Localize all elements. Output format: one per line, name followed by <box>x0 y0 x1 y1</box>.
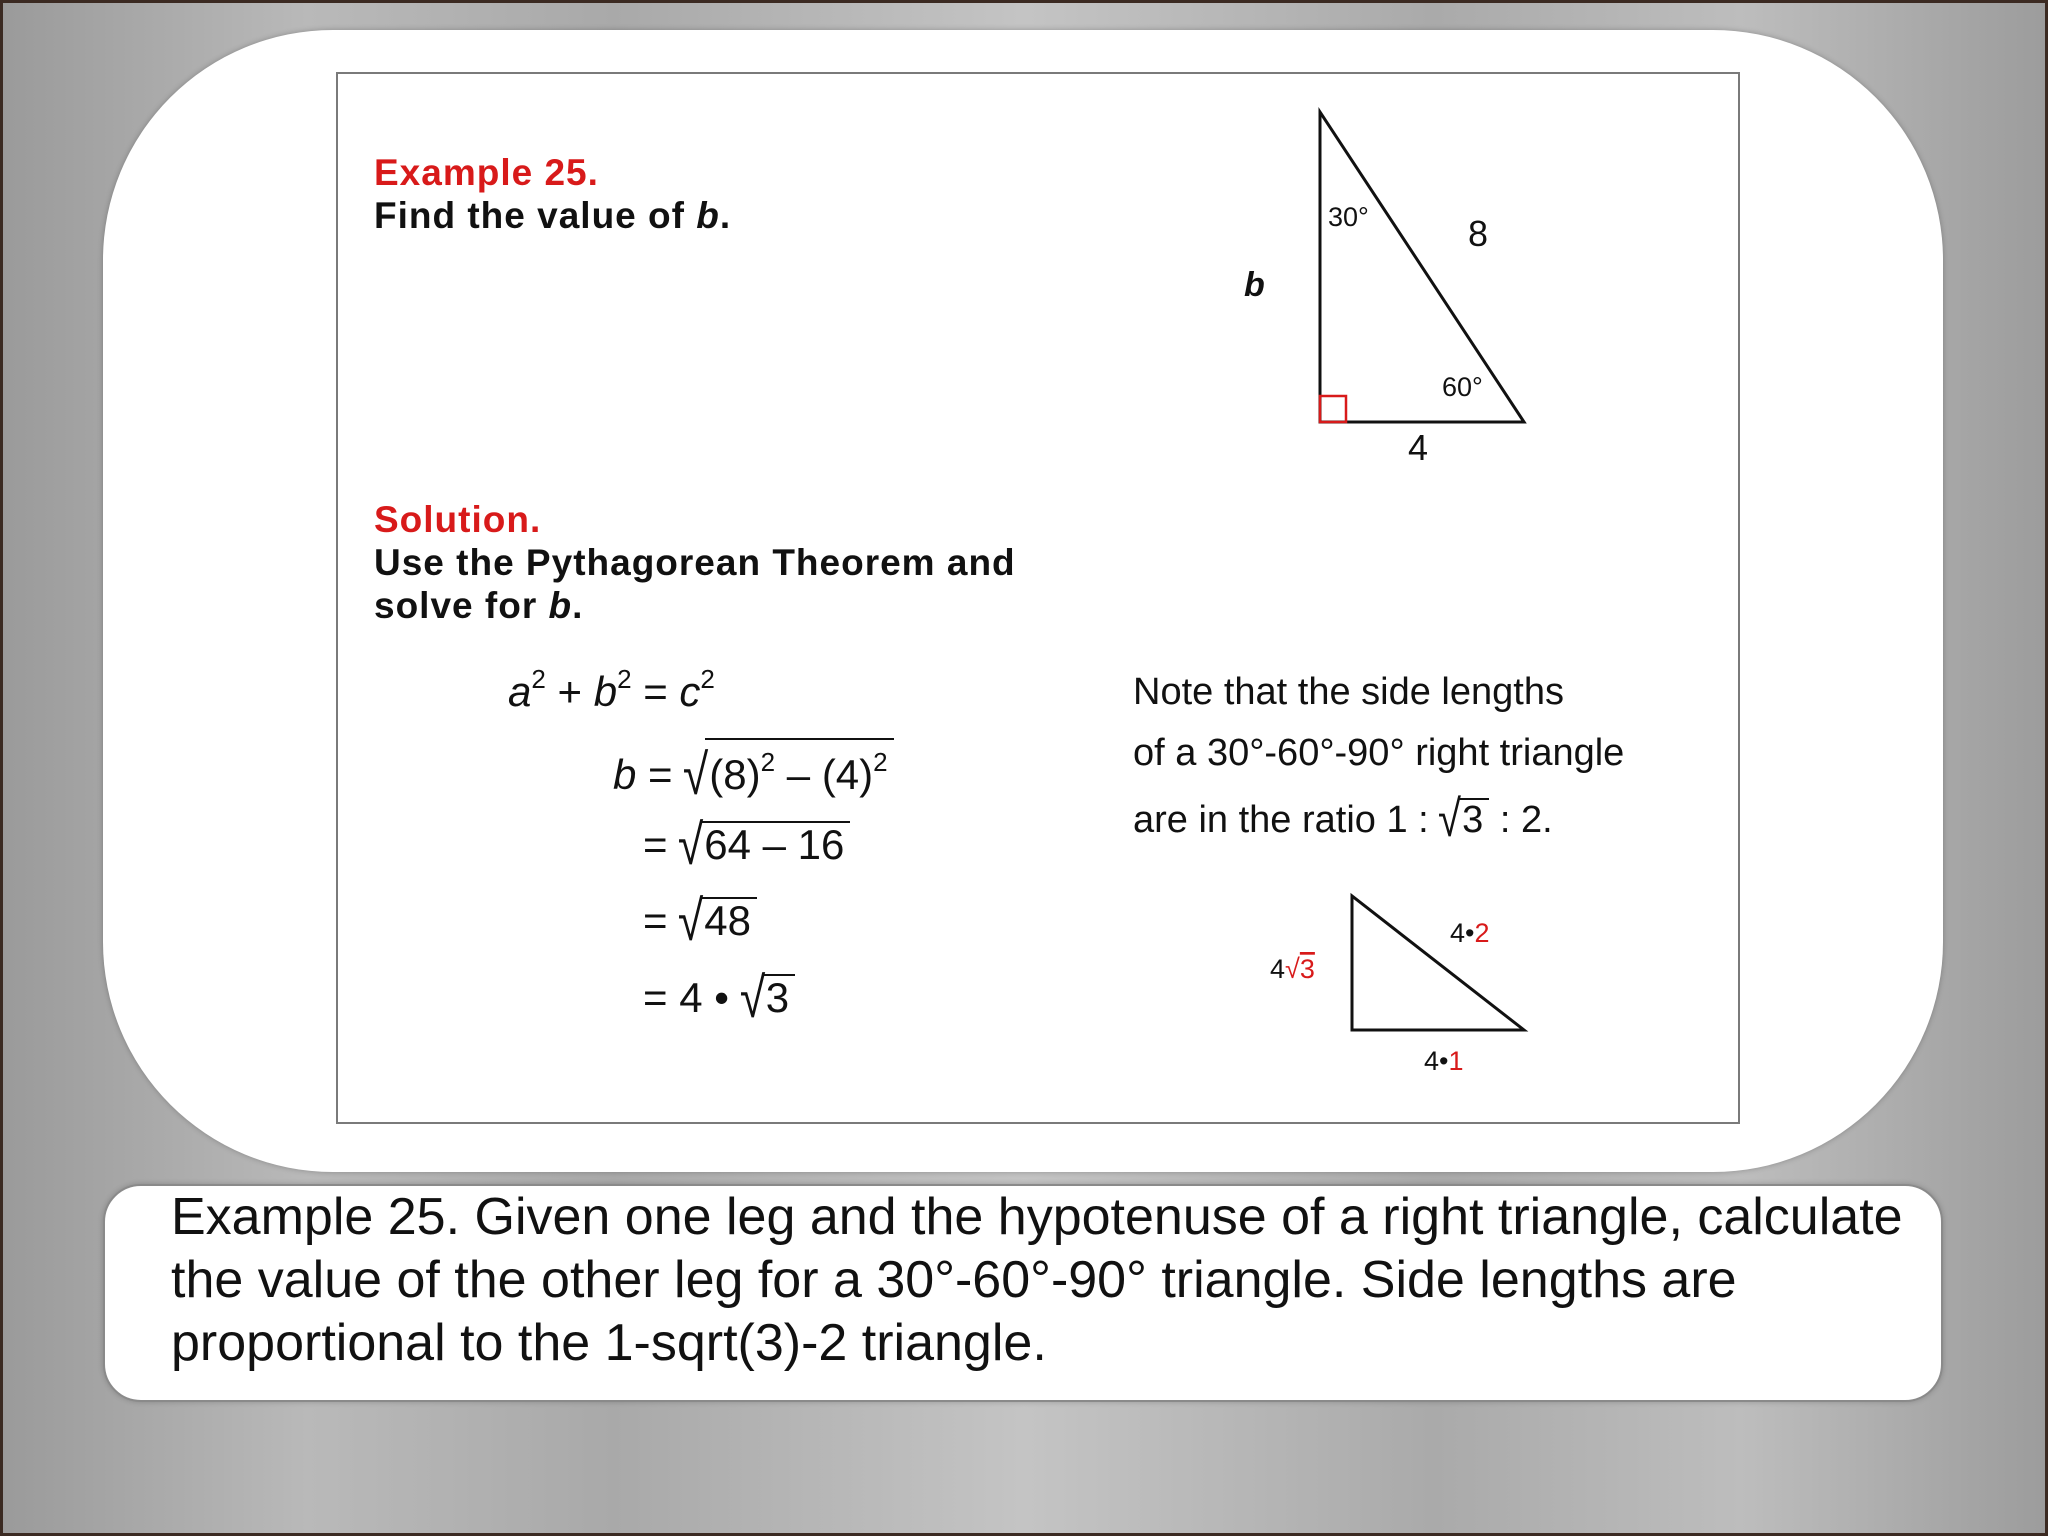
lhs-b: b <box>613 751 637 798</box>
angle-60-label: 60° <box>1442 372 1483 402</box>
coefficient: 4 <box>679 974 703 1021</box>
ratio-hyp-coef: 4• <box>1450 918 1475 948</box>
term-8: (8) <box>709 751 761 798</box>
radicand: 48 <box>700 897 757 943</box>
question-variable: b <box>696 195 720 236</box>
exp-a: 2 <box>531 664 546 694</box>
ratio-vertical-label <box>1270 954 1315 984</box>
exp-b: 2 <box>617 664 632 694</box>
ratio-triangle <box>1352 896 1524 1030</box>
ratio-base-coef: 4• <box>1424 1046 1449 1076</box>
equals-sign: = <box>643 821 668 868</box>
equals-sign: = <box>643 668 668 715</box>
note-radical: √ <box>1438 791 1462 849</box>
ratio-base-label <box>1424 1046 1464 1076</box>
radical-sign: √ <box>739 965 765 1030</box>
dot-operator: • <box>714 974 729 1021</box>
radicand: 3 <box>762 974 795 1020</box>
base-label: 4 <box>1408 427 1429 468</box>
var-a: a <box>508 668 532 715</box>
caption-text: Example 25. Given one leg and the hypotenuse of a right triangle, calculate the value of the other leg for a 30°-60°-90° triangle. Side lengths are proportional to the 1-sqrt(3)-2 triangle. <box>171 1188 1903 1372</box>
radical-sign: √ <box>678 888 704 953</box>
exp-8: 2 <box>760 747 776 777</box>
solution-line-2-suffix: . <box>572 585 584 626</box>
radical-sign: √ <box>678 812 704 877</box>
question-prefix: Find the value of <box>374 195 697 236</box>
slide <box>336 72 1740 1124</box>
solution-variable: b <box>548 585 573 626</box>
var-c: c <box>679 668 701 715</box>
equals-sign: = <box>643 897 668 944</box>
minus-sign: – <box>786 751 811 798</box>
radicand: 64 – 16 <box>700 821 850 867</box>
caption-box <box>103 1184 1943 1402</box>
question-suffix: . <box>719 195 732 236</box>
ratio-vertical-root: 3 <box>1299 954 1315 984</box>
solution-title: Solution. <box>374 499 542 540</box>
term-4: (4) <box>821 751 874 798</box>
note-line-3-prefix: are in the ratio 1 : <box>1133 799 1440 841</box>
example-title: Example 25. <box>374 152 599 193</box>
angle-30-label: 30° <box>1328 202 1369 232</box>
radical-sign: √ <box>683 742 709 807</box>
ratio-base-value: 1 <box>1448 1046 1464 1076</box>
note-line-1: Note that the side lengths <box>1133 671 1564 713</box>
right-angle-marker <box>1320 396 1346 422</box>
plus-sign: + <box>557 668 583 715</box>
ratio-hyp-label <box>1450 918 1490 948</box>
note-line-2: of a 30°-60°-90° right triangle <box>1133 732 1625 774</box>
equals-sign: = <box>648 751 673 798</box>
solution-line-2-prefix: solve for <box>374 585 549 626</box>
ratio-hyp-value: 2 <box>1474 918 1490 948</box>
hypotenuse-label: 8 <box>1468 213 1489 254</box>
main-triangle <box>1320 112 1524 422</box>
side-b-label: b <box>1244 266 1265 304</box>
var-b: b <box>593 668 618 715</box>
note-radicand: 3 <box>1458 798 1489 840</box>
note-line-3-suffix: : 2. <box>1489 799 1553 841</box>
equals-sign: = <box>643 974 668 1021</box>
ratio-vertical-coef: 4 <box>1270 954 1286 984</box>
exp-c: 2 <box>700 664 715 694</box>
solution-line-1: Use the Pythagorean Theorem and <box>374 542 1016 583</box>
triangle-diagram <box>338 74 1738 1124</box>
exp-4: 2 <box>873 747 888 777</box>
ratio-vertical-radical: √ <box>1285 954 1300 984</box>
